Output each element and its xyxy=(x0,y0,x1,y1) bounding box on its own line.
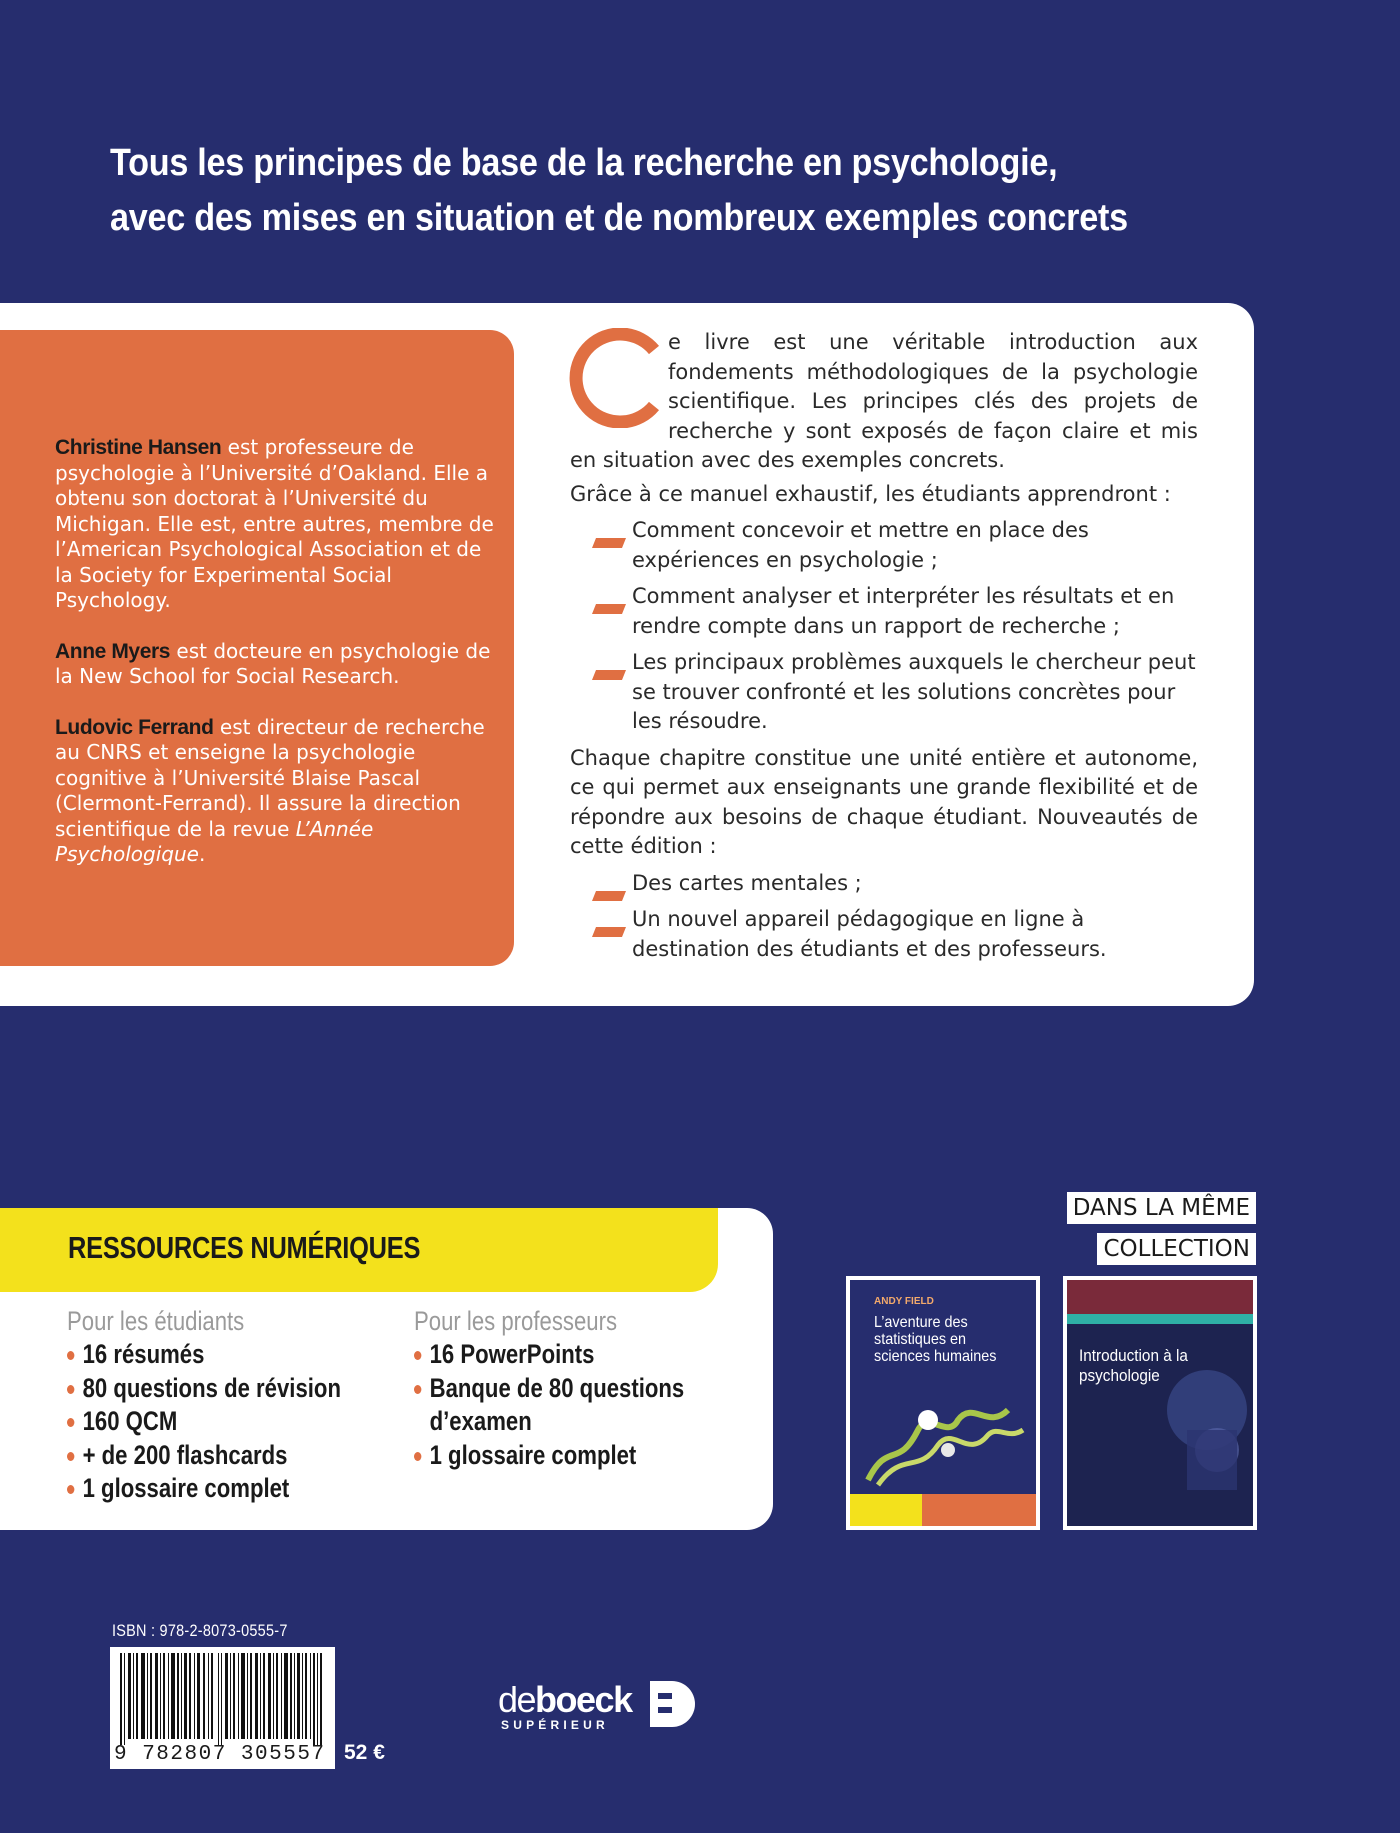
students-resources xyxy=(67,1305,401,1506)
teachers-list xyxy=(414,1338,744,1472)
list-item-text: Banque de 80 questions xyxy=(429,1372,685,1403)
author-name: Christine Hansen xyxy=(55,436,222,459)
book-cover-art xyxy=(1067,1280,1253,1526)
list-item-text: Comment analyser et interpréter les résultats et en rendre compte dans un rapport de recherche ; xyxy=(632,584,1175,638)
book-cover-introduction xyxy=(1063,1276,1257,1530)
book-stripe xyxy=(1067,1314,1253,1324)
list-item: 1 glossaire complet xyxy=(414,1439,684,1473)
list-item xyxy=(570,516,1198,575)
list-item-text: Un nouvel appareil pédagogique en ligne à destination des étudiants et des professeurs. xyxy=(632,907,1107,961)
illustration-icon xyxy=(858,1380,1028,1490)
publisher-name xyxy=(498,1680,632,1720)
publisher-subtitle: SUPÉRIEUR xyxy=(501,1718,609,1732)
list-item xyxy=(570,905,1198,964)
students-heading: Pour les étudiants xyxy=(67,1306,245,1336)
intro-text: e livre est une véritable introduction aux fondements méthodologiques de la psychologie scientifique. Les principes clés des projets de recherche y sont exposés de façon claire et mis en situation avec des exemples concrets. xyxy=(570,330,1198,472)
book-author: ANDY FIELD xyxy=(874,1296,934,1307)
bullet-slash-icon xyxy=(592,916,626,926)
list-item: 160 QCM xyxy=(67,1405,341,1439)
list-item-text: Des cartes mentales ; xyxy=(632,870,862,895)
tagline-line-2: avec des mises en situation et de nombreux exemples concrets xyxy=(110,197,1128,239)
teachers-heading: Pour les professeurs xyxy=(414,1306,618,1336)
author-bio-end: . xyxy=(198,842,206,866)
publisher-name-part-2: boeck xyxy=(535,1679,632,1720)
authors-bios xyxy=(55,435,495,893)
list-item xyxy=(570,648,1198,737)
book-cover-art xyxy=(850,1280,1036,1526)
book-description xyxy=(570,328,1198,971)
description-lead: Grâce à ce manuel exhaustif, les étudiants apprendront : xyxy=(570,481,1171,506)
list-item-continuation: d’examen xyxy=(429,1406,532,1436)
author-bio-text: est docteure en psychologie de la New School for Social Research. xyxy=(55,638,491,688)
digital-resources-panel xyxy=(0,1208,773,1530)
price: 52 € xyxy=(344,1741,385,1764)
book-yellow-tag xyxy=(850,1494,922,1526)
description-intro xyxy=(570,328,1198,476)
author-bio-myers xyxy=(55,639,495,690)
book-cover-statistiques xyxy=(846,1276,1040,1530)
author-name: Anne Myers xyxy=(55,639,171,663)
back-cover-tagline xyxy=(110,136,1190,246)
author-bio-text: est directeur de recherche au CNRS et enseigne la psychologie cognitive à l’Université Blaise Pascal (Clermont-Ferrand). Il assure la direction scientifique de la revue xyxy=(55,714,485,841)
publisher-d-icon xyxy=(650,1681,696,1727)
students-list xyxy=(67,1338,401,1506)
list-item xyxy=(414,1372,684,1439)
list-item: 1 glossaire complet xyxy=(67,1472,341,1506)
bullet-slash-icon xyxy=(592,527,626,537)
bullet-slash-icon xyxy=(592,593,626,603)
author-bio-ferrand xyxy=(55,715,495,868)
book-title: L’aventure des statistiques en sciences humaines xyxy=(874,1314,997,1365)
list-item-text: Comment concevoir et mettre en place des expériences en psychologie ; xyxy=(632,518,1089,572)
description-paragraph-2: Chaque chapitre constitue une unité entière et autonome, ce qui permet aux enseignants une grande flexibilité et de répondre aux besoins de chaque étudiant. Nouveautés de cette édition : xyxy=(570,745,1198,858)
author-name: Ludovic Ferrand xyxy=(55,715,214,739)
list-item xyxy=(570,869,1198,899)
journal-title: L’Année Psychologique xyxy=(55,816,374,866)
list-item-text: Les principaux problèmes auxquels le chercheur peut se trouver confronté et les solutions concrètes pour les résoudre. xyxy=(632,650,1196,733)
publisher-name-part-1: de xyxy=(498,1679,536,1720)
list-item: 16 PowerPoints xyxy=(414,1338,684,1372)
list-item: 16 résumés xyxy=(67,1338,341,1372)
author-bio-text: est professeure de psychologie à l’Université d’Oakland. Elle a obtenu son doctorat à l’Université du Michigan. Elle est, entre autres, membre de l’American Psychological Association et de la Society for Experimental Social Psychology. xyxy=(55,435,494,612)
isbn: ISBN : 978-2-8073-0555-7 xyxy=(112,1621,288,1640)
book-title: Introduction à la psychologie xyxy=(1079,1346,1188,1385)
bullet-slash-icon xyxy=(592,880,626,890)
list-item: 80 questions de révision xyxy=(67,1372,341,1406)
new-features-list xyxy=(570,869,1198,965)
collection-label-line-1: DANS LA MÊME xyxy=(1067,1192,1256,1224)
dropcap-c-icon xyxy=(566,328,666,428)
learning-list xyxy=(570,516,1198,737)
teachers-resources xyxy=(414,1305,744,1472)
barcode-icon xyxy=(120,1653,325,1745)
list-item: + de 200 flashcards xyxy=(67,1439,341,1473)
bullet-slash-icon xyxy=(592,659,626,669)
barcode xyxy=(110,1647,335,1769)
resources-title: RESSOURCES NUMÉRIQUES xyxy=(68,1230,421,1265)
collection-label-line-2: COLLECTION xyxy=(1097,1233,1256,1265)
author-bio-hansen xyxy=(55,435,495,614)
tagline-line-1: Tous les principes de base de la recherche en psychologie, xyxy=(110,142,1058,184)
list-item xyxy=(570,582,1198,641)
barcode-digits: 9 782807 305557 xyxy=(114,1743,326,1766)
